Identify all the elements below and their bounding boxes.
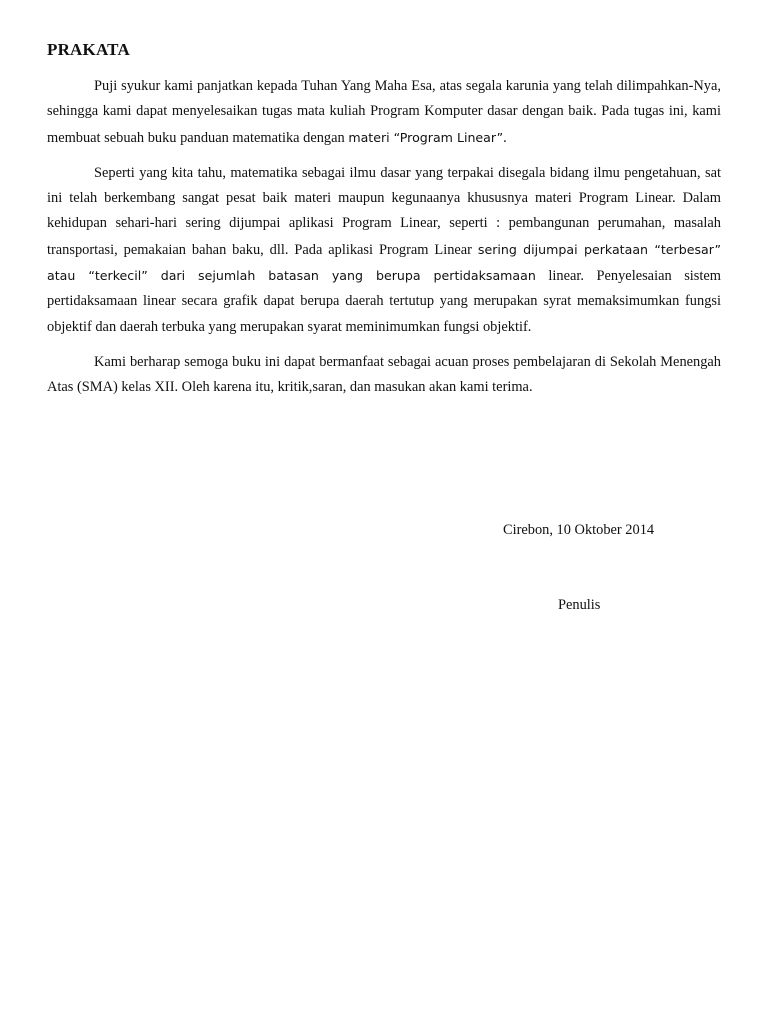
paragraph-2-end: linear. Penyelesaian sistem pertidaksamaan linear secara grafik dapat berupa daerah tertutup yang merupakan syrat memaksimumkan fungsi objektif dan daerah terbuka yang merupakan syarat meminimumkan fungsi objektif. [47, 268, 721, 335]
paragraph-1-end: . [503, 129, 507, 146]
place-date: Cirebon, 10 Oktober 2014 [503, 522, 655, 538]
signer: Penulis [558, 597, 601, 613]
document-page [47, 40, 721, 411]
paragraph-3 [47, 350, 721, 401]
paragraph-2 [47, 161, 721, 340]
paragraph-2-text: Seperti yang kita tahu, matematika sebagai ilmu dasar yang terpakai disegala bidang ilmu pengetahuan, sat ini telah berkembang sangat pesat baik materi maupun kegunaanya khususnya materi Program Linear. Dalam kehidupan sehari-hari sering dijumpai aplikasi Program Linear, seperti : pembangunan perumahan, masalah transportasi, pemakaian bahan baku, dll. Pada aplikasi Program Linear [47, 164, 721, 258]
paragraph-1-text: Puji syukur kami panjatkan kepada Tuhan Yang Maha Esa, atas segala karunia yang telah dilimpahkan-Nya, sehingga kami dapat menyelesaikan tugas mata kuliah Program Komputer dasar dengan baik. Pada tugas ini, kami membuat sebuah buku panduan matematika dengan [47, 78, 721, 146]
paragraph-1 [47, 74, 721, 151]
paragraph-3-text: Kami berharap semoga buku ini dapat bermanfaat sebagai acuan proses pembelajaran di Sekolah Menengah Atas (SMA) kelas XII. Oleh karena itu, kritik,saran, dan masukan akan kami terima. [47, 353, 721, 396]
paragraph-1-sans-text: materi “Program Linear” [348, 129, 504, 145]
paragraph-2-sans-text: sering dijumpai perkataan “terbesar” atau “terkecil” dari sejumlah batasan yang berupa pertidaksamaan [47, 241, 721, 284]
page-title: PRAKATA [47, 40, 130, 59]
